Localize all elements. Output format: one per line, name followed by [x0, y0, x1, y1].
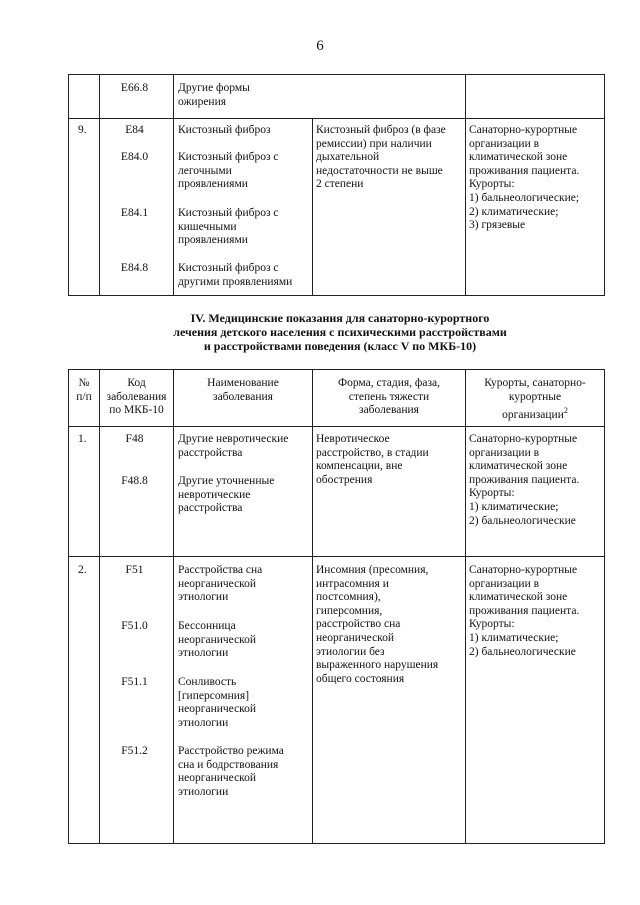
table-cell-resorts: Санаторно-курортные организации в климатической зоне проживания пациента. Курорты: 1) бальнеологические; 2) климатические; 3) грязевые [469, 124, 580, 232]
table1-line [68, 118, 605, 119]
table-cell-name: Другие уточненные невротические расстройства [178, 475, 275, 515]
column-header-num: № п/п [76, 377, 92, 403]
table1-line [604, 74, 605, 296]
table-cell-num: 1. [78, 433, 87, 445]
table2-line [465, 369, 466, 844]
table1-line [68, 74, 605, 75]
table-cell-code: F48 [125, 433, 144, 445]
table-cell-form: Инсомния (пресомния, интрасомния и постсомния), гиперсомния, расстройство сна неорганической этиологии без выраженного нарушения общего состояния [316, 564, 439, 685]
table2-line [604, 369, 605, 844]
page-number: 6 [316, 38, 324, 54]
table1-line [312, 118, 313, 296]
table2-line [312, 369, 313, 844]
column-header-code: Код заболевания по МКБ-10 [106, 377, 167, 417]
column-header-form: Форма, стадия, фаза, степень тяжести заболевания [338, 377, 440, 417]
column-header-resorts [466, 377, 604, 423]
table-cell-name: Сонливость [гиперсомния] неорганической этиологии [178, 676, 257, 729]
table-cell-resorts: Санаторно-курортные организации в климатической зоне проживания пациента. Курорты: 1) климатические; 2) бальнеологические [469, 564, 580, 658]
table2-line [68, 843, 605, 844]
table-cell-code: E84.1 [120, 207, 149, 219]
table2-line [99, 369, 100, 844]
table-cell-code: E66.8 [120, 82, 149, 94]
column-header-name: Наименование заболевания [207, 377, 279, 403]
column-header-resorts-text: Курорты, санаторно- курортные организации [484, 377, 586, 422]
table-cell-name: Кистозный фиброз с другими проявлениями [178, 262, 293, 288]
table-cell-name: Расстройство режима сна и бодрствования неорганической этиологии [178, 745, 284, 798]
section-title-line: IV. Медицинские показания для санаторно-курортного [190, 311, 490, 325]
table-cell-code: F51.1 [121, 676, 148, 688]
table-cell-resorts: Санаторно-курортные организации в климатической зоне проживания пациента. Курорты: 1) климатические; 2) бальнеологические [469, 433, 580, 527]
table-cell-form: Невротическое расстройство, в стадии компенсации, вне обострения [316, 433, 429, 486]
table-cell-num: 9. [78, 124, 87, 136]
table-cell-code: F51.2 [121, 745, 148, 757]
table-cell-name: Кистозный фиброз с легочными проявлениями [178, 151, 279, 191]
table1-line [99, 74, 100, 296]
table-cell-code: F51.0 [121, 620, 148, 632]
table2-line [68, 426, 605, 427]
table2-line [68, 556, 605, 557]
table-cell-code: F51 [125, 564, 144, 576]
table-cell-name: Кистозный фиброз [178, 124, 271, 136]
table-cell-code: F48.8 [121, 475, 148, 487]
table-cell-name: Расстройства сна неорганической этиологии [178, 564, 263, 604]
table-cell-form: Кистозный фиброз (в фазе ремиссии) при наличии дыхательной недостаточности не выше 2 степени [316, 124, 446, 191]
table-cell-num: 2. [78, 564, 87, 576]
footnote-marker: 2 [563, 406, 568, 416]
table-cell-name: Другие невротические расстройства [178, 433, 289, 459]
section-title-line: и расстройствами поведения (класс V по МКБ-10) [203, 339, 477, 353]
table1-line [465, 74, 466, 296]
section-title-line: лечения детского населения с психическими расстройствами [173, 325, 507, 339]
table-cell-name: Бессонница неорганической этиологии [178, 620, 257, 660]
table1-line [68, 295, 605, 296]
table-cell-code: E84 [125, 124, 144, 136]
table1-line [68, 74, 69, 296]
table-cell-name: Кистозный фиброз с кишечными проявлениями [178, 207, 279, 247]
section-title [80, 311, 600, 353]
table2-line [68, 369, 605, 370]
table-cell-name: Другие формы ожирения [178, 82, 250, 108]
table2-line [173, 369, 174, 844]
table1-line [173, 74, 174, 296]
table-cell-code: E84.8 [120, 262, 149, 274]
table-cell-code: E84.0 [120, 151, 149, 163]
table2-line [68, 369, 69, 844]
